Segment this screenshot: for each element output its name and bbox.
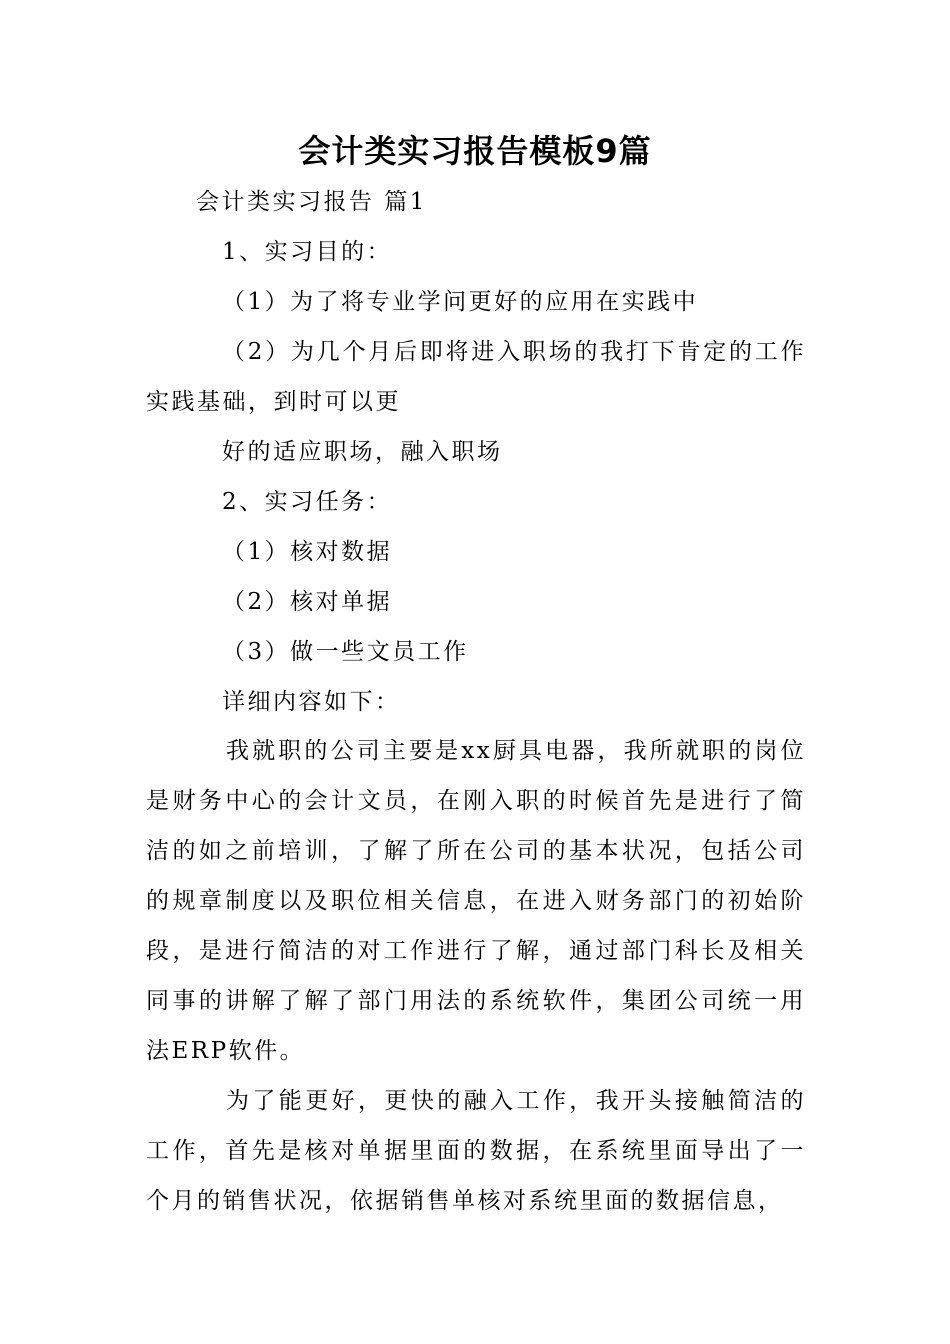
document-title: 会计类实习报告模板9篇 — [298, 132, 652, 170]
task-item-2: （2）核对单据 — [222, 589, 393, 615]
goal-item-2-continued: 好的适应职场，融入职场 — [222, 439, 503, 465]
task-heading: 2、实习任务： — [222, 489, 393, 515]
task-item-1: （1）核对数据 — [222, 539, 393, 565]
paragraph-2: 为了能更好，更快的融入工作，我开头接触简洁的工作，首先是核对单据里面的数据，在系统里面导出了一个月的销售状况，依据销售单核对系统里面的数据信息， — [146, 1088, 806, 1214]
section-subtitle: 会计类实习报告 篇1 — [196, 189, 427, 215]
paragraph-1: 我就职的公司主要是xx厨具电器，我所就职的岗位是财务中心的会计文员，在刚入职的时候首先是进行了简洁的如之前培训，了解了所在公司的基本状况，包括公司的规章制度以及职位相关信息，在进入财务部门的初始阶段，是进行简洁的对工作进行了解，通过部门科长及相关同事的讲解了解了部门用法的系统软件，集团公司统一用法ERP软件。 — [146, 738, 806, 1064]
detail-heading: 详细内容如下： — [222, 689, 401, 715]
goal-heading: 1、实习目的： — [222, 239, 393, 265]
task-item-3: （3）做一些文员工作 — [222, 639, 469, 665]
goal-item-1: （1）为了将专业学问更好的应用在实践中 — [222, 289, 699, 315]
goal-item-2: （2）为几个月后即将进入职场的我打下肯定的工作实践基础，到时可以更 — [146, 339, 806, 415]
